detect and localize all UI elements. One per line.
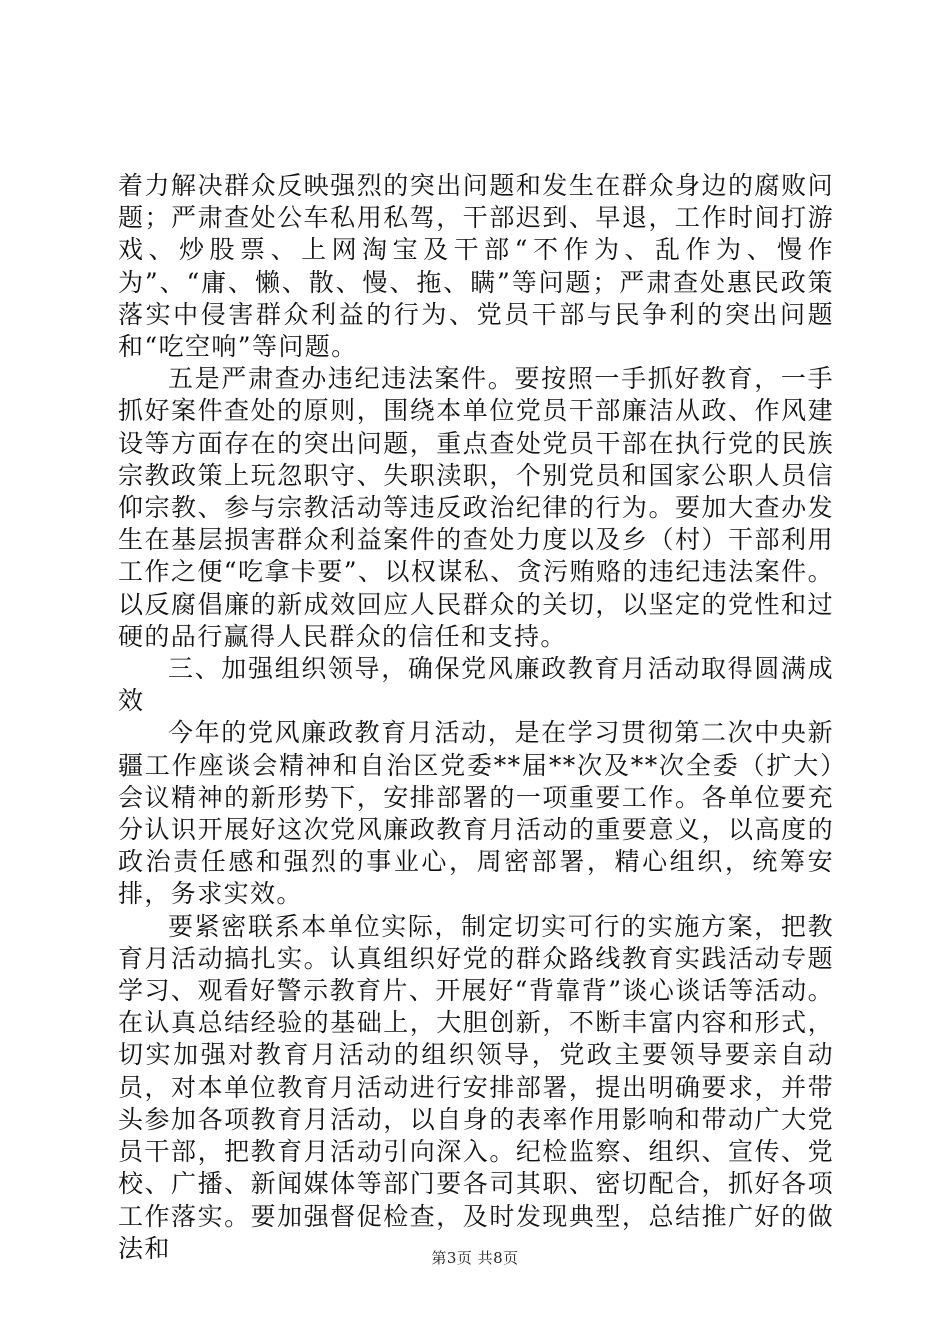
paragraph-continuation: 着力解决群众反映强烈的突出问题和发生在群众身边的腐败问题；严肃查处公车私用私驾，干部迟到、早退，工作时间打游戏、炒股票、上网淘宝及干部“不作为、乱作为、慢作为”、“庸、懒、散、慢、拖、瞒”等问题；严肃查处惠民政策落实中侵害群众利益的行为、党员干部与民争利的突出问题和“吃空响”等问题。 — [118, 171, 834, 362]
paragraph-education-month: 今年的党风廉政教育月活动，是在学习贯彻第二次中央新疆工作座谈会精神和自治区党委**届**次及**次全委（扩大）会议精神的新形势下，安排部署的一项重要工作。各单位要充分认识开展好这次党风廉政教育月活动的重要意义，以高度的政治责任感和强烈的事业心，周密部署，精心组织，统筹安排，务求实效。 — [118, 718, 834, 909]
section-heading-three: 三、加强组织领导，确保党风廉政教育月活动取得圆满成效 — [118, 654, 834, 716]
paragraph-implementation: 要紧密联系本单位实际，制定切实可行的实施方案，把教育月活动搞扎实。认真组织好党的群众路线教育实践活动专题学习、观看好警示教育片、开展好“背靠背”谈心谈话等活动。在认真总结经验的基础上，大胆创新，不断丰富内容和形式，切实加强对教育月活动的组织领导，党政主要领导要亲自动员，对本单位教育月活动进行安排部署，提出明确要求，并带头参加各项教育月活动，以自身的表率作用影响和带动广大党员干部，把教育月活动引向深入。纪检监察、组织、宣传、党校、广播、新闻媒体等部门要各司其职、密切配合，抓好各项工作落实。要加强督促检查，及时发现典型，总结推广好的做法和 — [118, 911, 834, 1263]
paragraph-point-five: 五是严肃查办违纪违法案件。要按照一手抓好教育，一手抓好案件查处的原则，围绕本单位党员干部廉洁从政、作风建设等方面存在的突出问题，重点查处党员干部在执行党的民族宗教政策上玩忽职守、失职渎职，个别党员和国家公职人员信仰宗教、参与宗教活动等违反政治纪律的行为。要加大查办发生在基层损害群众利益案件的查处力度以及乡（村）干部利用工作之便“吃拿卡要”、以权谋私、贪污贿赂的违纪违法案件。以反腐倡廉的新成效回应人民群众的关切，以坚定的党性和过硬的品行赢得人民群众的信任和支持。 — [118, 364, 834, 651]
document-body — [118, 170, 834, 1265]
page-number-footer: 第3页 共8页 — [431, 1249, 519, 1267]
